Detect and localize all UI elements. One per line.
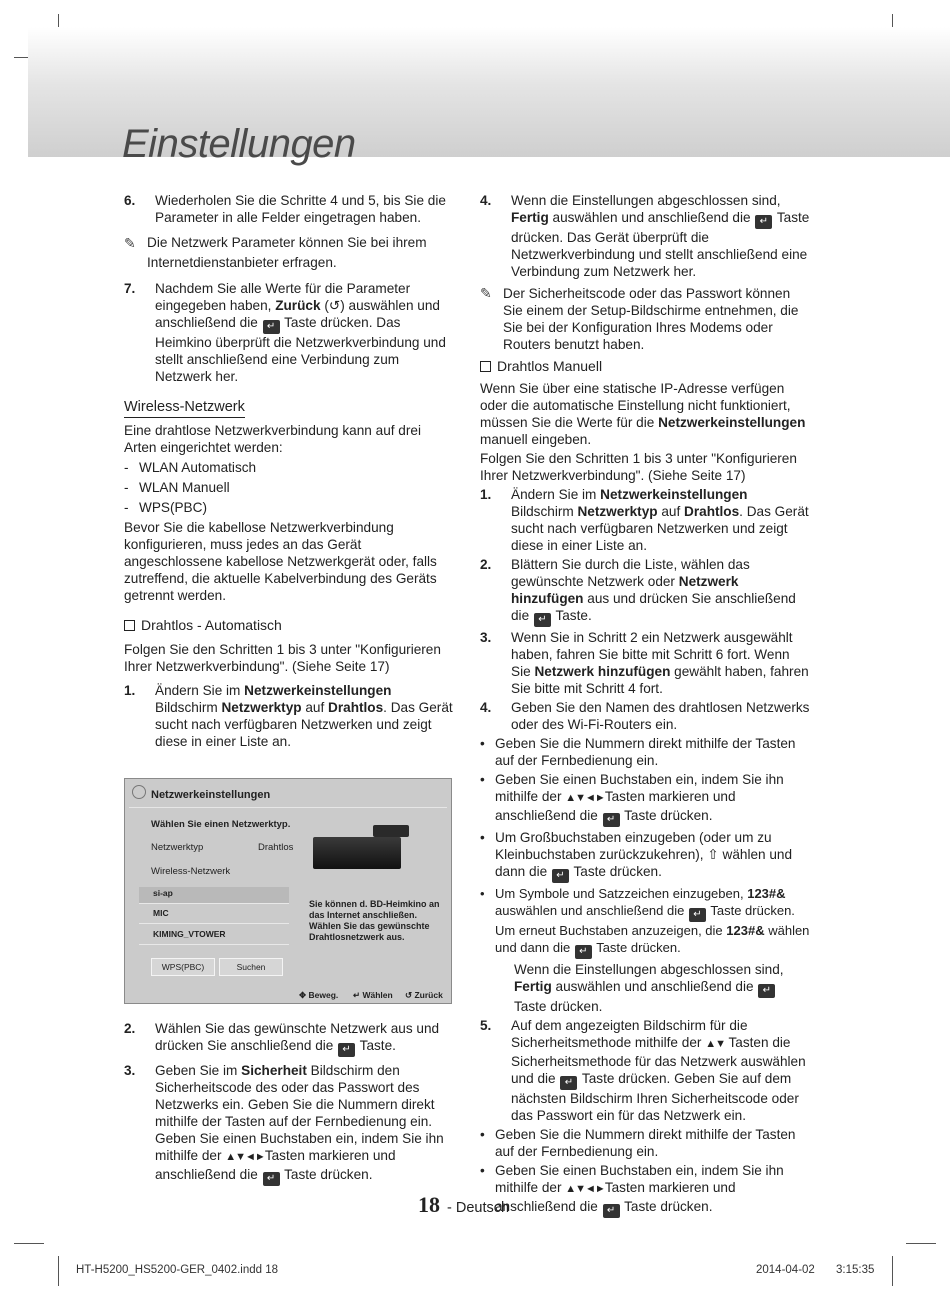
divider <box>129 807 447 808</box>
enter-key-icon: ↵ <box>560 1076 577 1090</box>
page-language: - Deutsch <box>447 1200 510 1216</box>
footer-select: ↵ Wählen <box>353 990 393 1000</box>
crop-mark <box>58 1256 59 1286</box>
mode-item: - WLAN Manuell <box>124 480 230 495</box>
section-heading: Wireless-Netzwerk <box>124 398 454 418</box>
enter-key-icon: ↵ <box>263 1172 280 1186</box>
step-3: 3. Geben Sie im Sicherheit Bildschirm den Sicherheitscode des oder das Passwort des Netzwerks ein. Geben Sie die Nummern direkt mithilfe der Tasten auf der Fernbedienung ein. Geben Sie einen Buchstaben ein, indem Sie ihn mithilfe der ▲▼◄►Tasten markieren und anschließend die ↵ Taste drücken. <box>124 1063 444 1184</box>
wireless-label: Wireless-Netzwerk <box>151 866 231 877</box>
page-title: Einstellungen <box>122 122 356 166</box>
wps-button[interactable]: WPS(PBC) <box>151 958 215 976</box>
list-item: • Geben Sie einen Buchstaben ein, indem Sie ihn mithilfe der ▲▼◄►Tasten markieren und anschließend die ↵ Taste drücken. <box>480 772 784 825</box>
footer-move: ✥ Beweg. <box>299 990 339 1000</box>
footer-time: 3:15:35 <box>836 1264 875 1276</box>
subheading-manual: Drahtlos Manuell <box>480 358 812 375</box>
pencil-note-icon: ✎ <box>480 285 492 301</box>
mode-item: - WPS(PBC) <box>124 500 207 515</box>
list-item: • Geben Sie einen Buchstaben ein, indem Sie ihn mithilfe der ▲▼◄►Tasten markieren und anschließend die ↵ Taste drücken. <box>480 1163 784 1216</box>
manual-intro: Wenn Sie über eine statische IP-Adresse verfügen oder die automatische Einstellung nicht funktioniert, müssen Sie die Werte für die Netzwerkeinstellungen manuell eingeben. <box>480 381 806 447</box>
network-type-value[interactable]: Drahtlos <box>258 842 294 853</box>
wireless-intro: Eine drahtlose Netzwerkverbindung kann auf drei Arten eingerichtet werden: <box>124 423 421 455</box>
mode-item: - WLAN Automatisch <box>124 460 257 475</box>
enter-key-icon: ↵ <box>758 984 775 998</box>
enter-key-icon: ↵ <box>338 1043 355 1057</box>
network-item[interactable]: KIMING_VTOWER <box>139 928 289 945</box>
screen-info: Sie können d. BD-Heimkino an das Internet anschließen. Wählen Sie das gewünschte Drahtlosnetzwerk aus. <box>309 899 440 942</box>
left-column <box>124 192 454 750</box>
list-item: • Um Großbuchstaben einzugeben (oder um zu Kleinbuchstaben zurückzukehren), ⇧ wählen und dann die ↵ Taste drücken. <box>480 830 793 881</box>
right-column <box>480 192 812 1218</box>
manual-step-4: 4. Geben Sie den Namen des drahtlosen Netzwerks oder des Wi-Fi-Routers ein. <box>480 700 810 732</box>
step-1: 1. Ändern Sie im Netzwerkeinstellungen Bildschirm Netzwerktyp auf Drahtlos. Das Gerät sucht nach verfügbaren Netzwerken und zeigt diese in einer Liste an. <box>124 683 453 749</box>
crop-mark <box>892 1256 893 1286</box>
network-settings-screenshot <box>124 778 452 1004</box>
manual-step-3: 3. Wenn Sie in Schritt 2 ein Netzwerk ausgewählt haben, fahren Sie bitte mit Schritt 6 fort. Wenn Sie Netzwerk hinzufügen gewählt haben, fahren Sie bitte mit Schritt 4 fort. <box>480 630 809 696</box>
settings-gear-icon <box>132 785 146 799</box>
list-item: • Geben Sie die Nummern direkt mithilfe der Tasten auf der Fernbedienung ein. <box>480 736 796 768</box>
page-number: 18 <box>418 1192 440 1217</box>
step-6: 6. Wiederholen Sie die Schritte 4 und 5, bis Sie die Parameter in alle Felder eingetragen haben. <box>124 193 446 225</box>
enter-key-icon: ↵ <box>575 945 592 959</box>
note-provider: ✎ Die Netzwerk Parameter können Sie bei ihrem Internetdienstanbieter erfragen. <box>124 235 427 270</box>
note-password: ✎ Der Sicherheitscode oder das Passwort können Sie einem der Setup-Bildschirme entnehmen, die Sie bei der Konfiguration Ihres Modems oder Routers benutzt haben. <box>480 285 799 352</box>
footer-file: HT-H5200_HS5200-GER_0402.indd 18 <box>76 1264 279 1276</box>
list-item: • Geben Sie die Nummern direkt mithilfe der Tasten auf der Fernbedienung ein. <box>480 1127 796 1159</box>
crop-mark <box>906 1243 936 1244</box>
manual-step-5: 5. Auf dem angezeigten Bildschirm für die Sicherheitsmethode mithilfe der ▲▼ Tasten die Sicherheitsmethode für das Netzwerk auswählen und die ↵ Taste drücken. Geben Sie auf dem nächsten Bildschirm Ihren Sicherheitscode oder das Passwort ein für das Netzwerk ein. <box>480 1018 806 1123</box>
manual-step-1: 1. Ändern Sie im Netzwerkeinstellungen Bildschirm Netzwerktyp auf Drahtlos. Das Gerät sucht nach verfügbaren Netzwerken und zeigt diese in einer Liste an. <box>480 487 809 553</box>
shift-arrow-icon: ⇧ <box>707 847 719 862</box>
router-icon <box>373 825 409 837</box>
network-item[interactable]: MIC <box>139 907 289 924</box>
footer-back: ↺ Zurück <box>405 990 443 1000</box>
network-type-label: Netzwerktyp <box>151 842 204 853</box>
done-text: Wenn die Einstellungen abgeschlossen sind, Fertig auswählen und anschließend die ↵ Taste drücken. <box>514 962 784 1014</box>
step-4: 4. Wenn die Einstellungen abgeschlossen sind, Fertig auswählen und anschließend die ↵ Taste drücken. Das Gerät überprüft die Netzwerkverbindung und stellt anschließend eine Verbindung zum Netzwerk her. <box>480 193 810 279</box>
enter-key-icon: ↵ <box>689 908 706 922</box>
enter-key-icon: ↵ <box>534 613 551 627</box>
step-7: 7. Nachdem Sie alle Werte für die Parameter eingegeben haben, Zurück (↺) auswählen und anschließend die ↵ Taste drücken. Das Heimkino überprüft die Netzwerkverbindung und stellt anschließend eine Verbindung zum Netzwerk her. <box>124 281 446 384</box>
enter-key-icon: ↵ <box>603 813 620 827</box>
search-button[interactable]: Suchen <box>219 958 283 976</box>
footer-date: 2014-04-02 <box>756 1264 815 1276</box>
manual-step-2: 2. Blättern Sie durch die Liste, wählen das gewünschte Netzwerk oder Netzwerk hinzufügen aus und drücken Sie anschließend die ↵ Taste. <box>480 557 796 625</box>
crop-mark <box>14 1243 44 1244</box>
enter-key-icon: ↵ <box>263 320 280 334</box>
before-text: Bevor Sie die kabellose Netzwerkverbindung konfigurieren, muss jedes an das Gerät angeschlossene kabellose Netzwerkgerät oder, falls zutreffend, die aktuelle Kabelverbindung des Geräts getrennt werden. <box>124 520 437 603</box>
network-item[interactable]: si-ap <box>139 887 289 904</box>
checkbox-bullet-icon <box>480 361 491 372</box>
manual-follow: Folgen Sie den Schritten 1 bis 3 unter "Konfigurieren Ihrer Netzwerkverbindung". (Siehe Seite 17) <box>480 451 797 483</box>
enter-key-icon: ↵ <box>603 1204 620 1218</box>
list-item: • Um Symbole und Satzzeichen einzugeben, 123#& auswählen und anschließend die ↵ Taste drücken. Um erneut Buchstaben anzuzeigen, die 123#& wählen und dann die ↵ Taste drücken. <box>480 886 810 957</box>
device-image <box>313 837 401 869</box>
subheading-auto: Drahtlos - Automatisch <box>124 617 454 634</box>
checkbox-bullet-icon <box>124 620 135 631</box>
pencil-note-icon: ✎ <box>124 235 136 251</box>
screen-choose: Wählen Sie einen Netzwerktyp. <box>151 819 291 830</box>
enter-key-icon: ↵ <box>755 215 772 229</box>
follow-text: Folgen Sie den Schritten 1 bis 3 unter "Konfigurieren Ihrer Netzwerkverbindung". (Siehe Seite 17) <box>124 642 441 674</box>
screen-header: Netzwerkeinstellungen <box>151 789 271 801</box>
enter-key-icon: ↵ <box>552 869 569 883</box>
step-2: 2. Wählen Sie das gewünschte Netzwerk aus und drücken Sie anschließend die ↵ Taste. <box>124 1021 440 1055</box>
left-column-lower <box>124 1020 454 1186</box>
